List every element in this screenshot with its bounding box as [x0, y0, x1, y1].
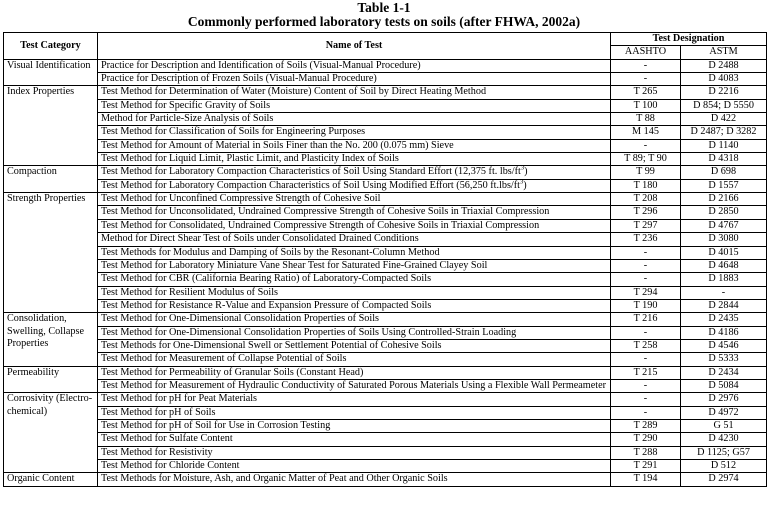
test-name-text: Test Method for Resistance R-Value and Expansion Pressure of Compacted Soils [101, 299, 432, 311]
test-name [98, 86, 611, 99]
aashto-designation: T 294 [611, 286, 681, 299]
test-name [98, 313, 611, 326]
astm-designation: D 2434 [681, 366, 767, 379]
test-category: Index Properties [4, 86, 98, 166]
astm-designation: D 1557 [681, 179, 767, 192]
table-row [4, 113, 767, 126]
unit-exponent: 3 [519, 179, 524, 186]
test-category: Permeability [4, 366, 98, 393]
test-name-text: Test Method for pH of Soil for Use in Corrosion Testing [101, 419, 331, 431]
astm-designation: D 4230 [681, 433, 767, 446]
test-category: Organic Content [4, 473, 98, 486]
aashto-designation: T 297 [611, 219, 681, 232]
aashto-designation: T 194 [611, 473, 681, 486]
unit-exponent: 3 [520, 165, 525, 173]
test-category: Visual Identification [4, 59, 98, 86]
astm-designation: D 3080 [681, 233, 767, 246]
table-row [4, 86, 767, 99]
table-number: Table 1-1 [357, 0, 411, 15]
test-name-text: Test Method for Laboratory Compaction Characteristics of Soil Using Modified Effort (56,250 ft.lbs/ft [101, 179, 520, 191]
test-name-text: Method for Direct Shear Test of Soils under Consolidated Drained Conditions [101, 233, 419, 245]
test-name [98, 113, 611, 126]
table-row [4, 286, 767, 299]
table-row [4, 393, 767, 406]
test-name-text: Test Method for Resilient Modulus of Soils [101, 286, 278, 298]
table-row [4, 99, 767, 112]
test-name-text: Test Method for Classification of Soils for Engineering Purposes [101, 126, 366, 138]
test-name-text: Test Method for pH for Peat Materials [101, 393, 258, 405]
test-name [98, 59, 611, 72]
test-name [98, 273, 611, 286]
astm-designation: - [681, 286, 767, 299]
aashto-designation: T 190 [611, 299, 681, 312]
table-row [4, 73, 767, 86]
test-name [98, 73, 611, 86]
table-row [4, 379, 767, 392]
astm-designation: D 854; D 5550 [681, 99, 767, 112]
aashto-designation: T 208 [611, 193, 681, 206]
astm-designation: D 5333 [681, 353, 767, 366]
header-test-category: Test Category [4, 33, 98, 60]
test-name-text: Test Method for Amount of Material in Soils Finer than the No. 200 (0.075 mm) Sieve [101, 139, 454, 151]
table-body [4, 59, 767, 486]
astm-designation: D 512 [681, 460, 767, 473]
test-name-text: Test Method for Measurement of Hydraulic Conductivity of Saturated Porous Materials Using a Flexible Wall Permeameter [101, 379, 606, 391]
astm-designation: D 4015 [681, 246, 767, 259]
aashto-designation: T 258 [611, 339, 681, 352]
test-name [98, 99, 611, 112]
test-name-text: Test Method for Laboratory Miniature Vane Shear Test for Saturated Fine-Grained Clayey Soil [101, 259, 488, 271]
table-row [4, 273, 767, 286]
aashto-designation: T 89; T 90 [611, 153, 681, 166]
test-category: Compaction [4, 166, 98, 193]
test-name [98, 393, 611, 406]
header-test-designation: Test Designation [611, 33, 767, 46]
astm-designation: D 4186 [681, 326, 767, 339]
astm-designation: D 4546 [681, 339, 767, 352]
table-row [4, 326, 767, 339]
table-row [4, 246, 767, 259]
test-name [98, 219, 611, 232]
test-name-text: Test Method for pH of Soils [101, 406, 216, 418]
test-name-text: Test Methods for One-Dimensional Swell or Settlement Potential of Cohesive Soils [101, 339, 442, 351]
table-row [4, 460, 767, 473]
test-name [98, 326, 611, 339]
aashto-designation: M 145 [611, 126, 681, 139]
test-name [98, 126, 611, 139]
aashto-designation: T 180 [611, 179, 681, 192]
astm-designation: D 2487; D 3282 [681, 126, 767, 139]
table-row [4, 433, 767, 446]
astm-designation: G 51 [681, 419, 767, 432]
test-name [98, 366, 611, 379]
astm-designation: D 4972 [681, 406, 767, 419]
table-row [4, 339, 767, 352]
aashto-designation: T 290 [611, 433, 681, 446]
test-name [98, 246, 611, 259]
test-name [98, 433, 611, 446]
test-name-text: Test Method for One-Dimensional Consolidation Properties of Soils Using Controlled-Strain Loading [101, 326, 517, 338]
aashto-designation: T 291 [611, 460, 681, 473]
table-row [4, 473, 767, 486]
test-name-text: Test Method for Permeability of Granular Soils (Constant Head) [101, 366, 364, 378]
aashto-designation: - [611, 406, 681, 419]
test-name-text: Test Method for Measurement of Collapse Potential of Soils [101, 353, 347, 365]
aashto-designation: - [611, 139, 681, 152]
table-row [4, 126, 767, 139]
test-name-text: Test Method for Resistivity [101, 446, 213, 458]
test-name-tail: ) [523, 179, 527, 191]
test-category: Consolidation, Swelling, Collapse Properties [4, 313, 98, 366]
table-row [4, 446, 767, 459]
table-row [4, 259, 767, 272]
test-name [98, 153, 611, 166]
lab-tests-table [3, 32, 767, 487]
astm-designation: D 2435 [681, 313, 767, 326]
astm-designation: D 2166 [681, 193, 767, 206]
astm-designation: D 4648 [681, 259, 767, 272]
astm-designation: D 422 [681, 113, 767, 126]
test-name-text: Test Method for Consolidated, Undrained Compressive Strength of Cohesive Soils in Triaxial Compression [101, 219, 540, 231]
table-row [4, 166, 767, 179]
test-name-text: Test Method for Determination of Water (Moisture) Content of Soil by Direct Heating Method [101, 86, 487, 98]
test-name-text: Test Method for Chloride Content [101, 460, 240, 471]
table-row [4, 419, 767, 432]
astm-designation: D 4767 [681, 219, 767, 232]
astm-designation: D 5084 [681, 379, 767, 392]
test-name-text: Practice for Description of Frozen Soils (Visual-Manual Procedure) [101, 73, 377, 85]
aashto-designation: T 99 [611, 166, 681, 179]
test-category: Strength Properties [4, 193, 98, 313]
table-row [4, 353, 767, 366]
table-row [4, 153, 767, 166]
aashto-designation: - [611, 59, 681, 72]
aashto-designation: T 216 [611, 313, 681, 326]
astm-designation: D 1125; G57 [681, 446, 767, 459]
aashto-designation: - [611, 353, 681, 366]
table-row [4, 233, 767, 246]
table-row [4, 139, 767, 152]
table-row [4, 299, 767, 312]
table-row [4, 366, 767, 379]
test-name [98, 353, 611, 366]
aashto-designation: - [611, 246, 681, 259]
aashto-designation: - [611, 326, 681, 339]
test-name [98, 259, 611, 272]
header-aashto: AASHTO [611, 46, 681, 59]
aashto-designation: - [611, 379, 681, 392]
test-name [98, 139, 611, 152]
aashto-designation: T 236 [611, 233, 681, 246]
table-row [4, 179, 767, 192]
test-name-text: Test Method for One-Dimensional Consolidation Properties of Soils [101, 313, 379, 325]
table-row [4, 313, 767, 326]
aashto-designation: - [611, 259, 681, 272]
aashto-designation: T 215 [611, 366, 681, 379]
aashto-designation: T 296 [611, 206, 681, 219]
test-name [98, 446, 611, 459]
test-name [98, 193, 611, 206]
astm-designation: D 2976 [681, 393, 767, 406]
aashto-designation: T 100 [611, 99, 681, 112]
test-name [98, 179, 611, 192]
test-name [98, 286, 611, 299]
test-name [98, 406, 611, 419]
test-name-text: Test Method for Unconfined Compressive Strength of Cohesive Soil [101, 193, 381, 205]
table-title: Commonly performed laboratory tests on soils (after FHWA, 2002a) [187, 14, 581, 29]
aashto-designation: T 88 [611, 113, 681, 126]
aashto-designation: - [611, 73, 681, 86]
test-name-text: Test Method for Unconsolidated, Undrained Compressive Strength of Cohesive Soils in Triaxial Compression [101, 206, 550, 218]
test-name-text: Test Method for Laboratory Compaction Characteristics of Soil Using Standard Effort (12,375 ft. lbs/ft [101, 166, 521, 178]
table-header [4, 33, 767, 60]
test-name-text: Test Methods for Modulus and Damping of Soils by the Resonant-Column Method [101, 246, 440, 258]
aashto-designation: - [611, 393, 681, 406]
astm-designation: D 4083 [681, 73, 767, 86]
astm-designation: D 698 [681, 166, 767, 179]
test-name [98, 339, 611, 352]
test-name-tail: ) [524, 166, 528, 178]
table-row [4, 406, 767, 419]
table-row [4, 206, 767, 219]
astm-designation: D 1883 [681, 273, 767, 286]
test-name-text: Practice for Description and Identification of Soils (Visual-Manual Procedure) [101, 59, 421, 71]
astm-designation: D 2488 [681, 59, 767, 72]
test-name [98, 233, 611, 246]
test-name [98, 473, 611, 486]
header-name-of-test: Name of Test [98, 33, 611, 60]
table-caption [0, 0, 768, 32]
test-name [98, 419, 611, 432]
astm-designation: D 2844 [681, 299, 767, 312]
test-name [98, 166, 611, 179]
astm-designation: D 2974 [681, 473, 767, 486]
test-category: Corrosivity (Electro-chemical) [4, 393, 98, 473]
astm-designation: D 4318 [681, 153, 767, 166]
test-name [98, 206, 611, 219]
test-name-text: Method for Particle-Size Analysis of Soils [101, 113, 274, 125]
astm-designation: D 2216 [681, 86, 767, 99]
aashto-designation: T 265 [611, 86, 681, 99]
astm-designation: D 2850 [681, 206, 767, 219]
astm-designation: D 1140 [681, 139, 767, 152]
table-row [4, 219, 767, 232]
aashto-designation: T 288 [611, 446, 681, 459]
test-name-text: Test Methods for Moisture, Ash, and Organic Matter of Peat and Other Organic Soils [101, 473, 448, 485]
aashto-designation: - [611, 273, 681, 286]
test-name [98, 379, 611, 392]
test-name-text: Test Method for Sulfate Content [101, 433, 233, 445]
table-row [4, 59, 767, 72]
table-row [4, 193, 767, 206]
test-name-text: Test Method for Liquid Limit, Plastic Limit, and Plasticity Index of Soils [101, 153, 399, 165]
test-name-text: Test Method for Specific Gravity of Soils [101, 99, 271, 111]
aashto-designation: T 289 [611, 419, 681, 432]
test-name [98, 299, 611, 312]
header-astm: ASTM [681, 46, 767, 59]
test-name [98, 460, 611, 473]
test-name-text: Test Method for CBR (California Bearing Ratio) of Laboratory-Compacted Soils [101, 273, 432, 285]
